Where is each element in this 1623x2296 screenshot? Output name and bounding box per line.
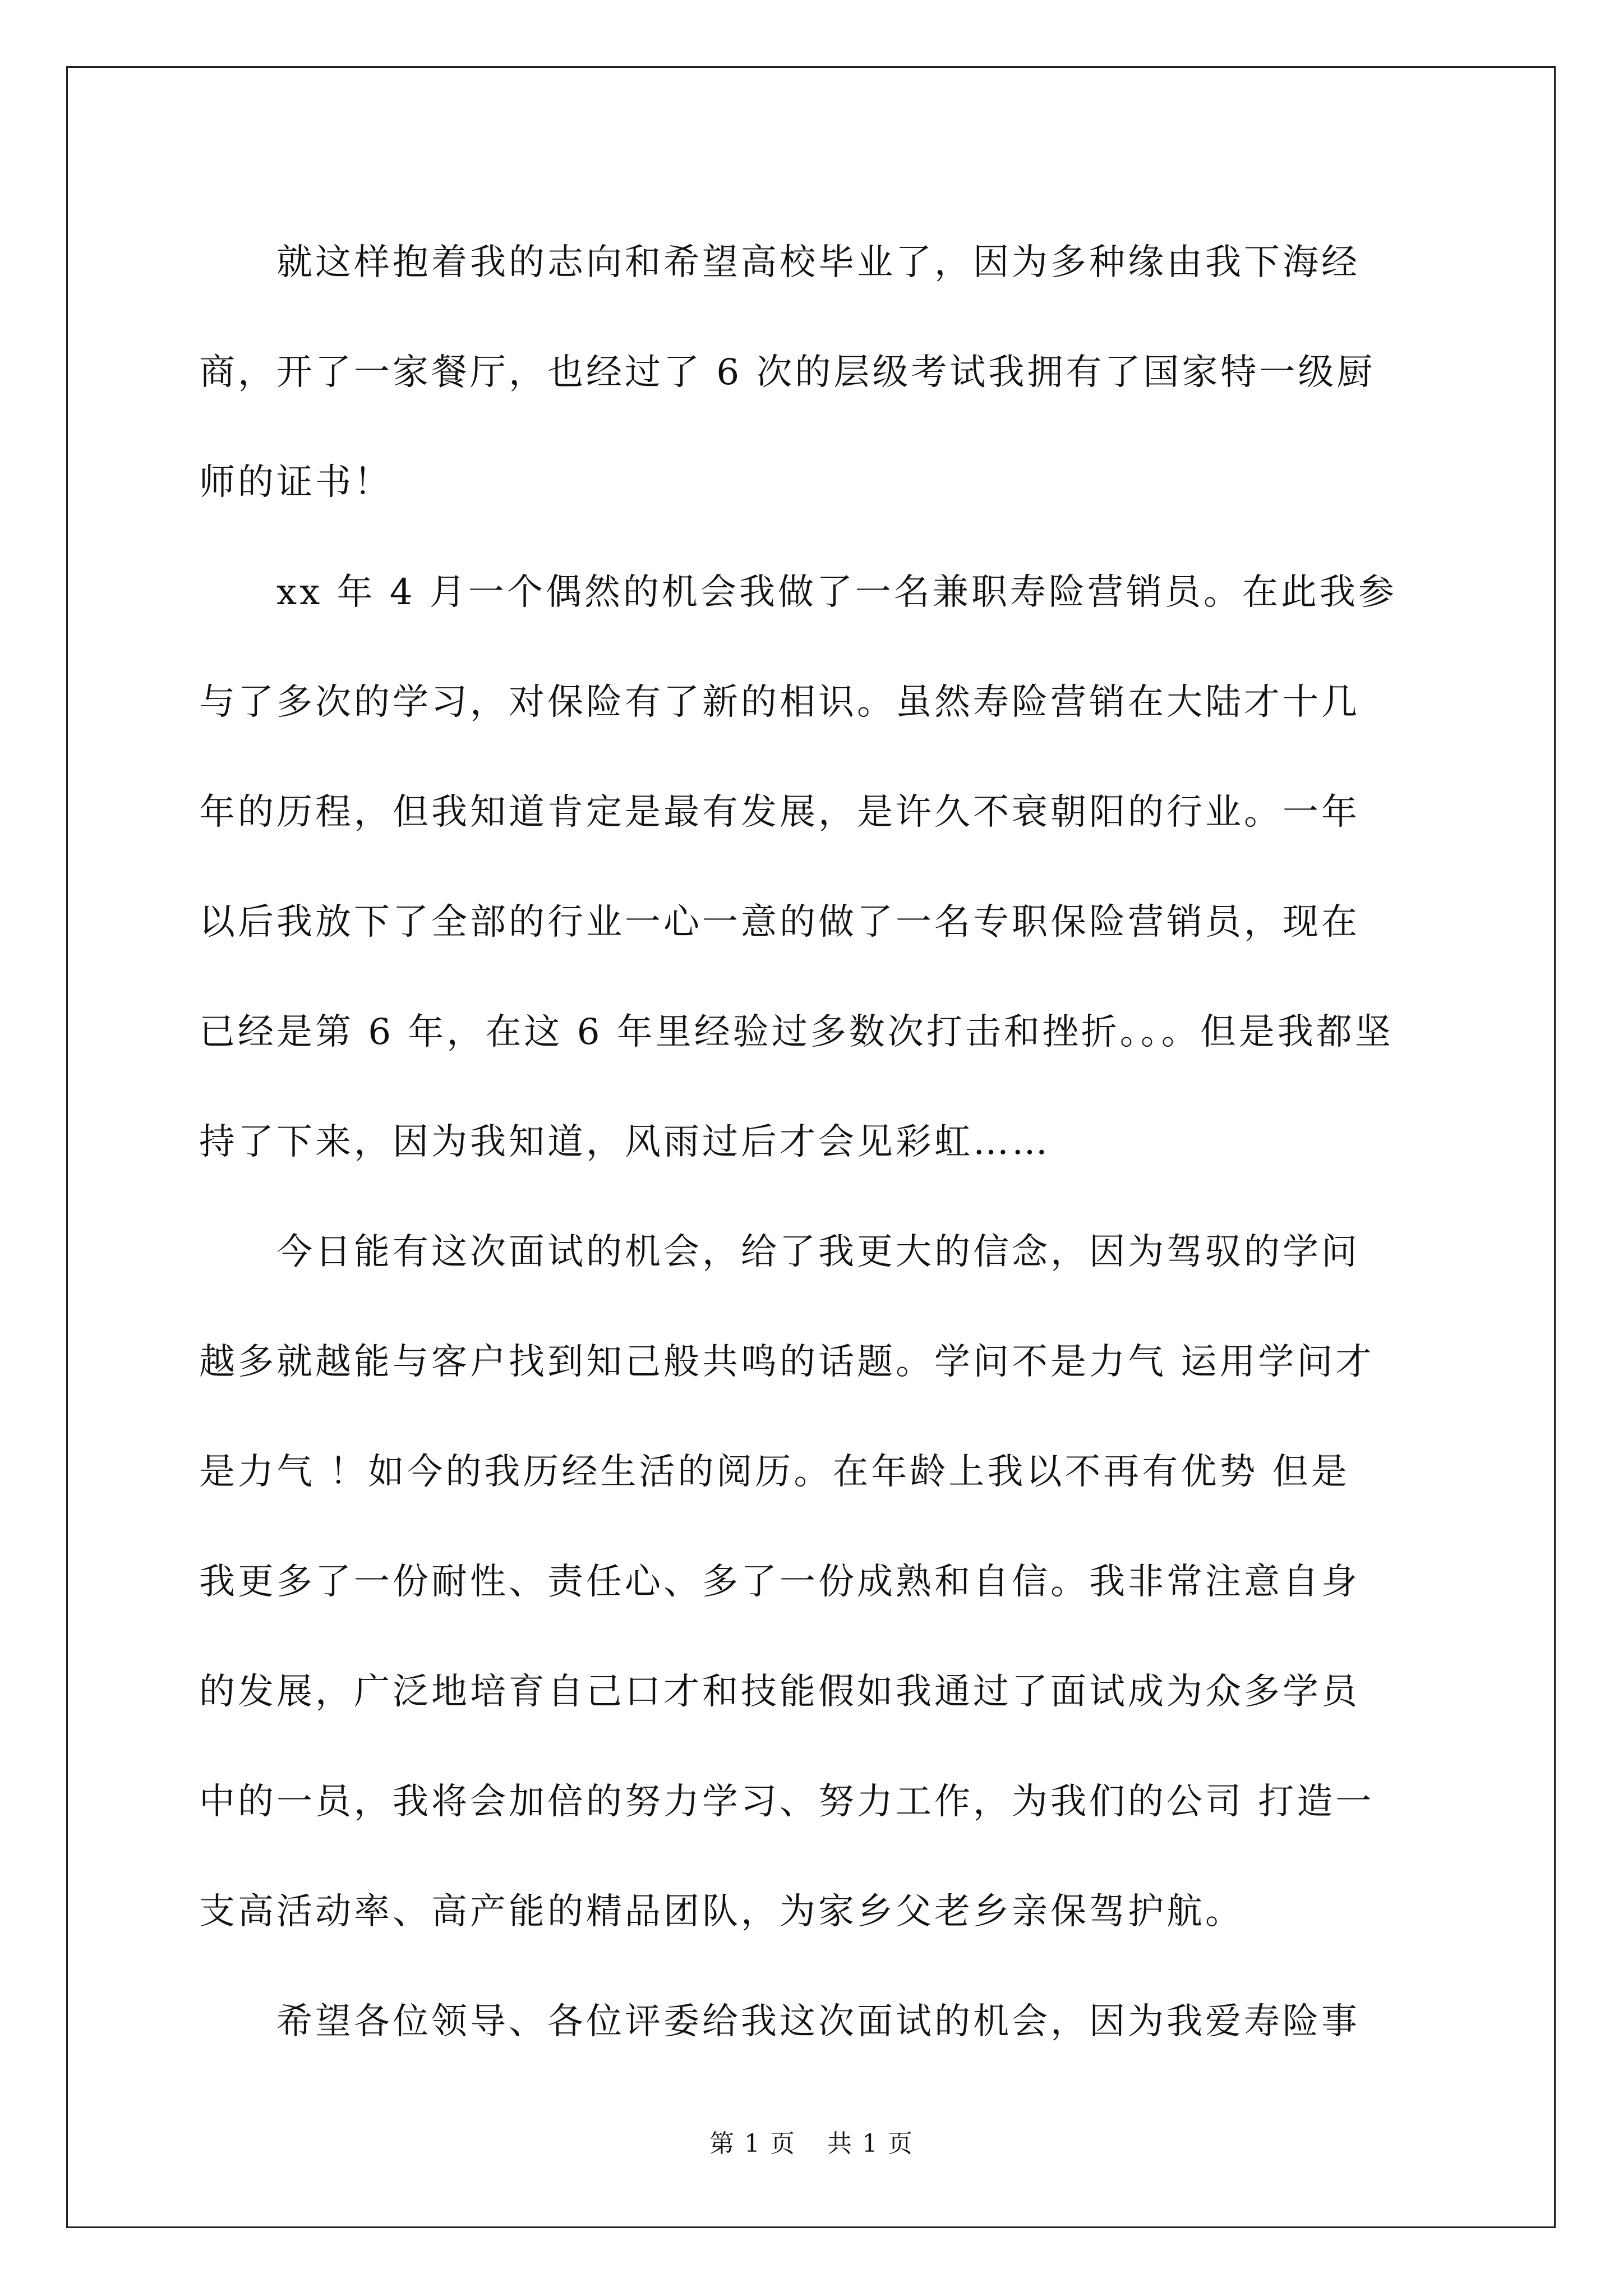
page-number-current: 第 1 页 <box>709 2129 796 2158</box>
page-footer <box>0 2127 1623 2161</box>
text-line: 今日能有这次面试的机会，给了我更大的信念，因为驾驭的学问 <box>199 1231 1360 1273</box>
text-line: 师的证书！ <box>199 462 393 503</box>
text-line: 越多就越能与客户找到知己般共鸣的话题。学问不是力气 运用学问才 <box>199 1341 1375 1383</box>
text-line: xx 年 4 月一个偶然的机会我做了一名兼职寿险营销员。在此我参 <box>199 572 1397 613</box>
text-line: 商，开了一家餐厅，也经过了 6 次的层级考试我拥有了国家特一级厨 <box>199 352 1376 393</box>
text-line: 以后我放下了全部的行业一心一意的做了一名专职保险营销员，现在 <box>199 901 1360 943</box>
text-line: 已经是第 6 年，在这 6 年里经验过多数次打击和挫折。。。但是我都坚 <box>199 1011 1394 1053</box>
text-line: 与了多次的学习，对保险有了新的相识。虽然寿险营销在大陆才十几 <box>199 682 1360 723</box>
text-line: 我更多了一份耐性、责任心、多了一份成熟和自信。我非常注意自身 <box>199 1561 1360 1603</box>
text-line: 的发展，广泛地培育自己口才和技能假如我通过了面试成为众多学员 <box>199 1671 1360 1713</box>
text-line: 持了下来，因为我知道，风雨过后才会见彩虹…… <box>199 1121 1050 1163</box>
document-body <box>199 208 1422 2077</box>
text-line: 是力气 ！如今的我历经生活的阅历。在年龄上我以不再有优势 但是 <box>199 1451 1350 1493</box>
text-line: 年的历程，但我知道肯定是最有发展，是许久不衰朝阳的行业。一年 <box>199 792 1360 833</box>
text-line: 就这样抱着我的志向和希望高校毕业了，因为多种缘由我下海经 <box>199 242 1360 283</box>
text-line: 希望各位领导、各位评委给我这次面试的机会，因为我爱寿险事 <box>199 2001 1360 2042</box>
text-line: 中的一员，我将会加倍的努力学习、努力工作，为我们的公司 打造一 <box>199 1781 1375 1823</box>
text-line: 支高活动率、高产能的精品团队，为家乡父老乡亲保驾护航。 <box>199 1891 1244 1932</box>
page-number-total: 共 1 页 <box>827 2129 914 2158</box>
